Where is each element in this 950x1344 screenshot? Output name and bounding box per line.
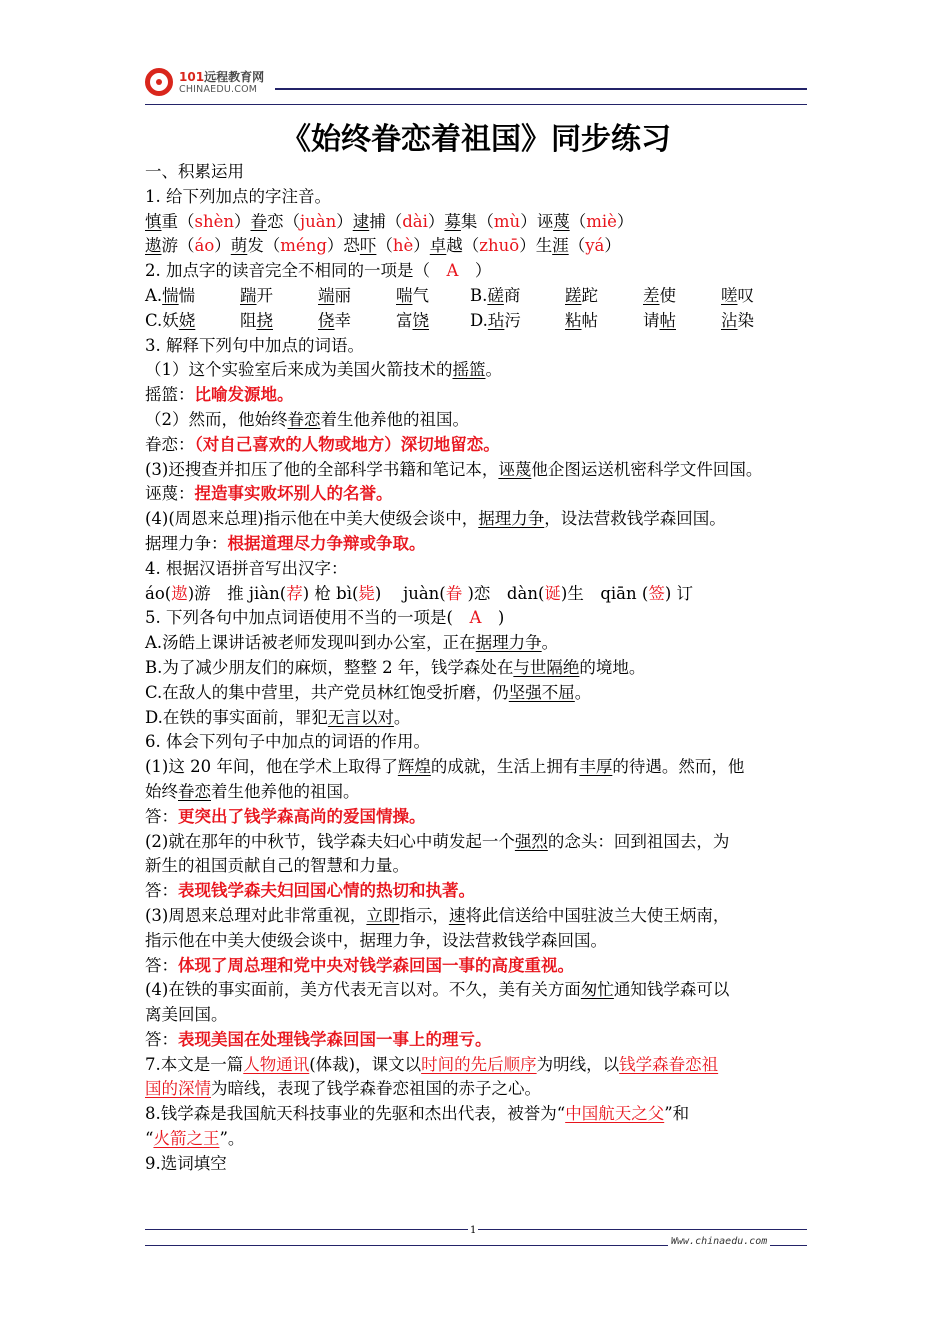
logo-text: 101远程教育网	[179, 70, 265, 84]
q6-item-4-cont: 离美回国。	[145, 1005, 228, 1025]
pinyin-row-2: 遨游（áo）萌发（méng）恐吓（hè）卓越（zhuō）生涯（yá）	[145, 236, 621, 256]
logo-icon	[145, 68, 173, 96]
q5-option-a: A.汤皓上课讲话被老师发现叫到办公室，正在据理力争。	[145, 633, 559, 653]
q5-option-c: C.在敌人的集中营里，共产党员林红饱受折磨，仍坚强不屈。	[145, 682, 592, 702]
q6-item-4: (4)在铁的事实面前，美方代表无言以对。不久，美有关方面匆忙通知钱学森可以	[145, 980, 730, 1000]
q3-item-2: （2）然而，他始终眷恋着生他养他的祖国。	[145, 409, 469, 429]
page-title: 《始终眷恋着祖国》同步练习	[281, 122, 671, 157]
page-header	[145, 66, 807, 106]
question-3: 3. 解释下列句中加点的词语。	[145, 335, 364, 355]
footer-site: Www.chinaedu.com	[668, 1236, 770, 1247]
question-7: 7.本文是一篇人物通讯(体裁)，课文以时间的先后顺序为明线，以钱学森眷恋祖	[145, 1054, 719, 1074]
q6-item-1: (1)这 20 年间，他在学术上取得了辉煌的成就，生活上拥有丰厚的待遇。然而，他	[145, 757, 745, 777]
section-heading: 一、积累运用	[145, 162, 244, 181]
logo-subtext: CHINAEDU.COM	[179, 84, 258, 95]
question-8: 8.钱学森是我国航天科技事业的先驱和杰出代表，被誉为“中国航天之父”和	[145, 1104, 690, 1124]
q6-answer-1: 答：更突出了钱学森高尚的爱国情操。	[145, 806, 426, 826]
q6-item-2-cont: 新生的祖国贡献自己的智慧和力量。	[145, 856, 409, 876]
question-9: 9.选词填空	[145, 1153, 227, 1173]
q6-answer-2: 答：表现钱学森夫妇回国心情的热切和执著。	[145, 881, 475, 901]
q3-answer-4: 据理力争：根据道理尽力争辩或争取。	[145, 533, 426, 553]
q3-item-3: (3)还搜查并扣压了他的全部科学书籍和笔记本，诬蔑他企图运送机密科学文件回国。	[145, 459, 763, 479]
q6-item-3: (3)周恩来总理对此非常重视，立即指示，速将此信送给中国驻波兰大使王炳南，	[145, 905, 730, 925]
document-body	[145, 160, 813, 1177]
question-6: 6. 体会下列句子中加点的词语的作用。	[145, 732, 430, 752]
q3-answer-2: 眷恋：（对自己喜欢的人物或地方）深切地留恋。	[145, 434, 500, 454]
q3-item-1: （1）这个实验室后来成为美国火箭技术的摇篮。	[145, 360, 502, 380]
page-number: 1	[470, 1225, 477, 1236]
question-2: 2. 加点字的读音完全不相同的一项是（ A ）	[145, 261, 492, 281]
q6-item-3-cont: 指示他在中美大使级会谈中，据理力争，设法营救钱学森回国。	[145, 930, 607, 950]
q6-item-1-cont: 始终眷恋着生他养他的祖国。	[145, 781, 360, 801]
option-row-cd: C.妖娆 阻挠 侥幸 富饶 D.玷污 粘帖 请帖 沾染	[145, 310, 754, 330]
question-5: 5. 下列各句中加点词语使用不当的一项是( A )	[145, 608, 505, 628]
pinyin-row-1: 慎重（shèn）眷恋（juàn）逮捕（dài）募集（mù）诬蔑（miè）	[145, 211, 634, 231]
q3-item-4: (4)(周恩来总理)指示他在中美大使级会谈中，据理力争，设法营救钱学森回国。	[145, 509, 726, 529]
question-4: 4. 根据汉语拼音写出汉字：	[145, 558, 348, 578]
header-rule-bottom	[145, 104, 807, 105]
q5-option-b: B.为了减少朋友们的麻烦，整整 2 年，钱学森处在与世隔绝的境地。	[145, 657, 646, 677]
q5-option-d: D.在铁的事实面前，罪犯无言以对。	[145, 707, 411, 727]
q3-answer-1: 摇篮：比喻发源地。	[145, 385, 294, 405]
header-rule	[275, 88, 807, 90]
q3-answer-3: 诬蔑：捏造事实败坏别人的名誉。	[145, 484, 393, 504]
q6-item-2: (2)就在那年的中秋节，钱学森夫妇心中萌发起一个强烈的念头：回到祖国去，为	[145, 831, 730, 851]
option-row-ab: A.惴惴 踹开 端丽 喘气 B.磋商 蹉跎 差使 嗟叹	[145, 285, 754, 305]
q6-answer-3: 答：体现了周总理和党中央对钱学森回国一事的高度重视。	[145, 955, 574, 975]
q6-answer-4: 答：表现美国在处理钱学森回国一事上的理亏。	[145, 1029, 492, 1049]
question-1: 1. 给下列加点的字注音。	[145, 186, 331, 206]
question-7-cont: 国的深情为暗线，表现了钱学森眷恋祖国的赤子之心。	[145, 1079, 541, 1099]
question-8-cont: “火箭之王”。	[145, 1129, 245, 1149]
q4-answers: áo(遨)游 推 jiàn(荐) 枪 bì(毙) juàn(眷 )恋 dàn(诞)生 qiān (签) 订	[145, 583, 694, 603]
